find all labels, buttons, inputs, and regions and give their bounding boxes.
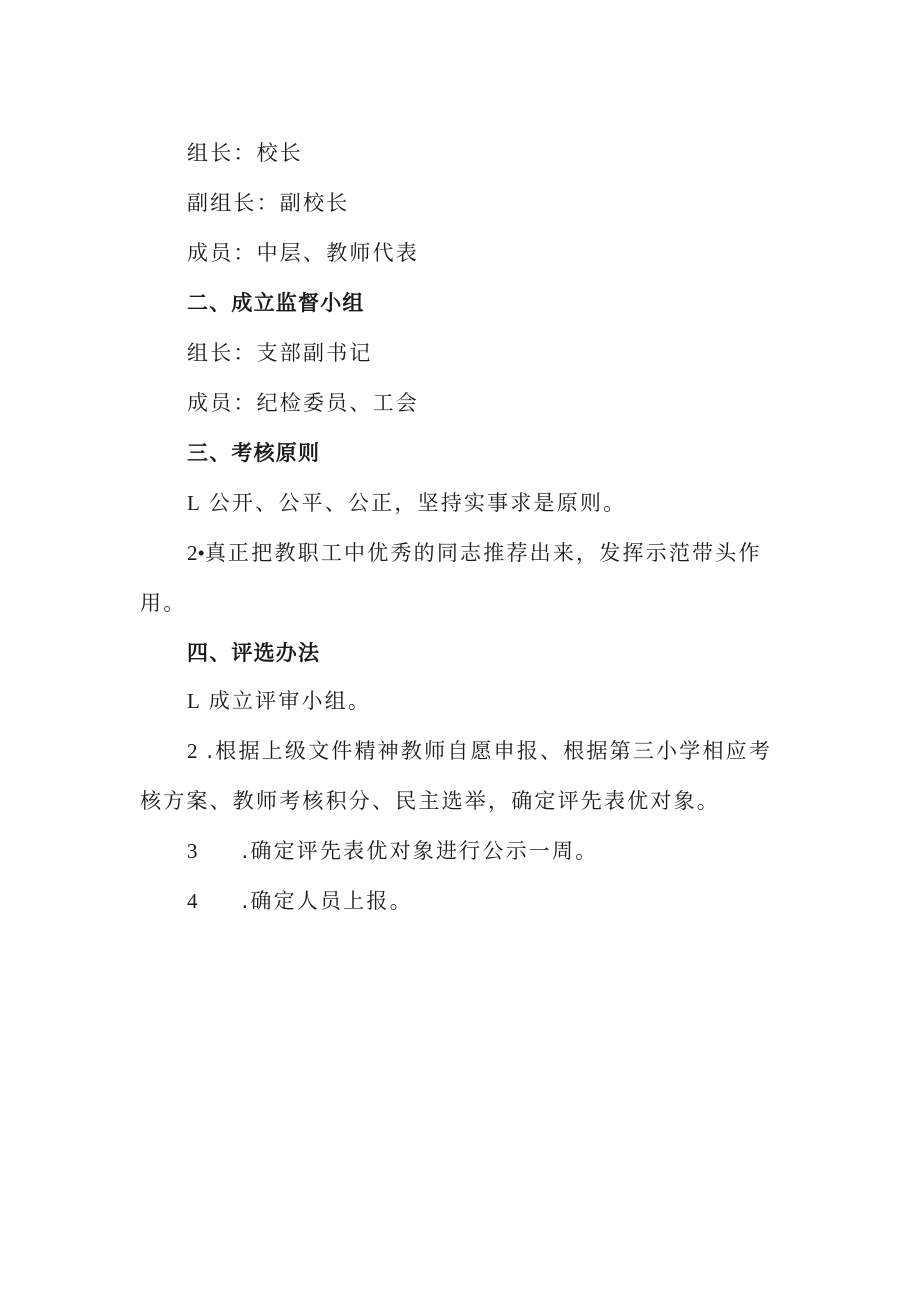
principle-item-2 [187,538,762,568]
method-item-2-continuation: 核方案、教师考核积分、民主选举，确定评先表优对象。 [140,789,720,813]
method-item-3-text: .确定评先表优对象进行公示一周。 [241,839,599,863]
principle-item-1 [187,488,626,518]
method-item-4-number: 4 [187,889,198,913]
method-item-1-text: 成立评审小组。 [208,689,372,713]
supervision-leader-line: 组长：支部副书记 [187,341,373,365]
principle-item-2-number: 2• [187,541,205,565]
method-item-4 [187,886,413,916]
method-item-4-text: .确定人员上报。 [241,889,413,913]
section-3-heading: 三、考核原则 [187,441,321,465]
method-item-3 [187,836,598,866]
principle-item-1-number: L [187,491,200,515]
section-2-heading: 二、成立监督小组 [187,291,365,315]
supervision-members-line: 成员：纪检委员、工会 [187,391,419,415]
method-item-2-number: 2 [187,739,198,763]
principle-item-2-continuation: 用。 [140,591,187,615]
method-item-2 [187,736,772,766]
section-4-heading: 四、评选办法 [187,641,321,665]
method-item-1 [187,686,371,716]
method-item-2-text-line1: .根据上级文件精神教师自愿申报、根据第三小学相应考 [206,739,773,763]
method-item-3-number: 3 [187,839,198,863]
principle-item-2-text-line1: 真正把教职工中优秀的同志推荐出来，发挥示范带头作 [204,541,762,565]
group-leader-line: 组长：校长 [187,141,303,165]
group-deputy-leader-line: 副组长：副校长 [187,191,350,215]
method-item-1-number: L [187,689,200,713]
principle-item-1-text: 公开、公平、公正，坚持实事求是原则。 [208,491,627,515]
group-members-line: 成员：中层、教师代表 [187,241,419,265]
